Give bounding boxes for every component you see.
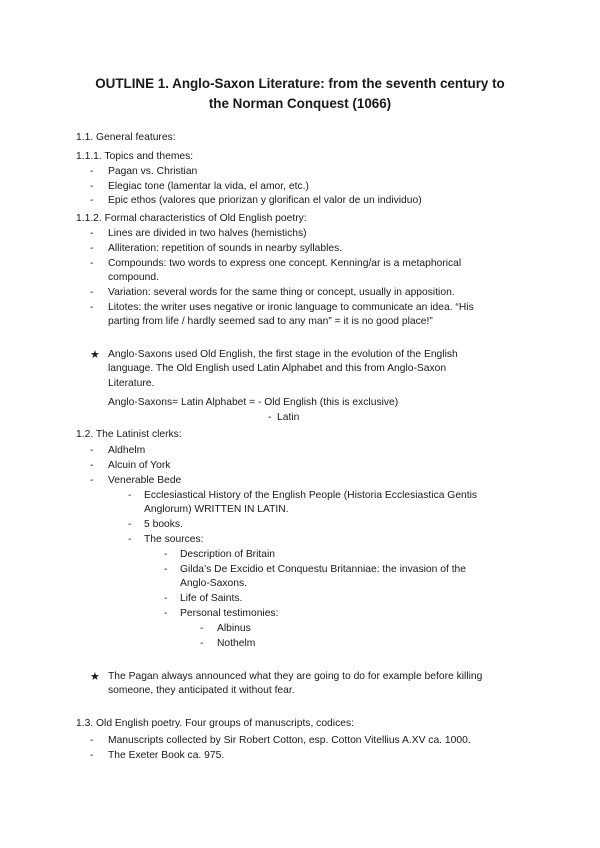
section-heading: 1.2. The Latinist clerks: xyxy=(76,429,182,440)
list-item: Litotes: the writer uses negative or ironic language to communicate an idea. “His xyxy=(108,302,474,313)
section-heading: 1.1. General features: xyxy=(76,132,176,143)
subsection-heading: 1.1.2. Formal characteristics of Old English poetry: xyxy=(76,213,307,224)
list-bullet: - xyxy=(90,302,94,313)
subsection-heading: 1.1.1. Topics and themes: xyxy=(76,151,194,162)
list-item: Personal testimonies: xyxy=(180,608,279,619)
list-bullet: - xyxy=(164,593,168,604)
list-item: Description of Britain xyxy=(180,549,275,560)
section-heading: 1.3. Old English poetry. Four groups of manuscripts, codices: xyxy=(76,718,354,729)
list-item-continued: parting from life / hardly seemed sad to any man” = it is no good place!” xyxy=(108,316,433,327)
list-item: Aldhelm xyxy=(108,445,146,456)
list-bullet: - xyxy=(90,287,94,298)
list-item: Alcuin of York xyxy=(108,460,171,471)
list-item: Ecclesiastical History of the English People (Historia Ecclesiastica Gentis xyxy=(144,490,478,501)
list-item-continued: Anglorum) WRITTEN IN LATIN. xyxy=(144,504,289,515)
list-item: Venerable Bede xyxy=(108,475,182,486)
list-bullet: - xyxy=(128,490,132,501)
list-item: Compounds: two words to express one concept. Kenning/ar is a metaphorical xyxy=(108,258,462,269)
list-bullet: - xyxy=(90,195,94,206)
list-item: Gilda’s De Excidio et Conquestu Britanniae: the invasion of the xyxy=(180,564,467,575)
document-title xyxy=(60,74,540,114)
list-item: Lines are divided in two halves (hemistichs) xyxy=(108,228,307,239)
list-bullet: - xyxy=(90,475,94,486)
list-bullet: - xyxy=(90,750,94,761)
title-line-1: OUTLINE 1. Anglo-Saxon Literature: from the seventh century to xyxy=(95,76,505,91)
list-bullet: - xyxy=(164,564,168,575)
star-bullet-icon: ★ xyxy=(90,349,100,361)
list-bullet: - xyxy=(90,228,94,239)
list-item: Albinus xyxy=(217,623,251,634)
note-line: Anglo-Saxons= Latin Alphabet = - Old English (this is exclusive) xyxy=(108,397,399,408)
list-bullet: - xyxy=(128,519,132,530)
list-bullet: - xyxy=(90,445,94,456)
list-bullet: - xyxy=(200,638,204,649)
list-bullet: - xyxy=(90,258,94,269)
note-line: Anglo-Saxons used Old English, the first stage in the evolution of the English xyxy=(108,349,458,360)
list-item: Nothelm xyxy=(217,638,256,649)
list-item: Variation: several words for the same thing or concept, usually in apposition. xyxy=(108,287,455,298)
title-line-2: the Norman Conquest (1066) xyxy=(208,96,392,111)
list-bullet: - xyxy=(90,460,94,471)
note-line: someone, they anticipated it without fear. xyxy=(108,685,295,696)
list-item-continued: Anglo-Saxons. xyxy=(180,578,247,589)
list-item: The sources: xyxy=(144,534,204,545)
note-line: Latin xyxy=(277,412,300,423)
list-bullet: - xyxy=(268,412,272,423)
list-bullet: - xyxy=(90,166,94,177)
list-item: Pagan vs. Christian xyxy=(108,166,198,177)
list-item: 5 books. xyxy=(144,519,183,530)
list-item: Epic ethos (valores que priorizan y glorifican el valor de un individuo) xyxy=(108,195,422,206)
list-bullet: - xyxy=(128,534,132,545)
list-bullet: - xyxy=(90,243,94,254)
list-bullet: - xyxy=(90,735,94,746)
list-item: Elegiac tone (lamentar la vida, el amor, etc.) xyxy=(108,181,309,192)
list-bullet: - xyxy=(164,549,168,560)
list-item: Life of Saints. xyxy=(180,593,243,604)
note-line: language. The Old English used Latin Alphabet and this from Anglo-Saxon xyxy=(108,363,447,374)
note-line: Literature. xyxy=(108,378,155,389)
list-item: Alliteration: repetition of sounds in nearby syllables. xyxy=(108,243,343,254)
list-item-continued: compound. xyxy=(108,272,159,283)
list-item: The Exeter Book ca. 975. xyxy=(108,750,225,761)
list-bullet: - xyxy=(200,623,204,634)
star-bullet-icon: ★ xyxy=(90,671,100,683)
list-bullet: - xyxy=(164,608,168,619)
list-item: Manuscripts collected by Sir Robert Cotton, esp. Cotton Vitellius A.XV ca. 1000. xyxy=(108,735,471,746)
list-bullet: - xyxy=(90,181,94,192)
note-line: The Pagan always announced what they are going to do for example before killing xyxy=(108,671,483,682)
